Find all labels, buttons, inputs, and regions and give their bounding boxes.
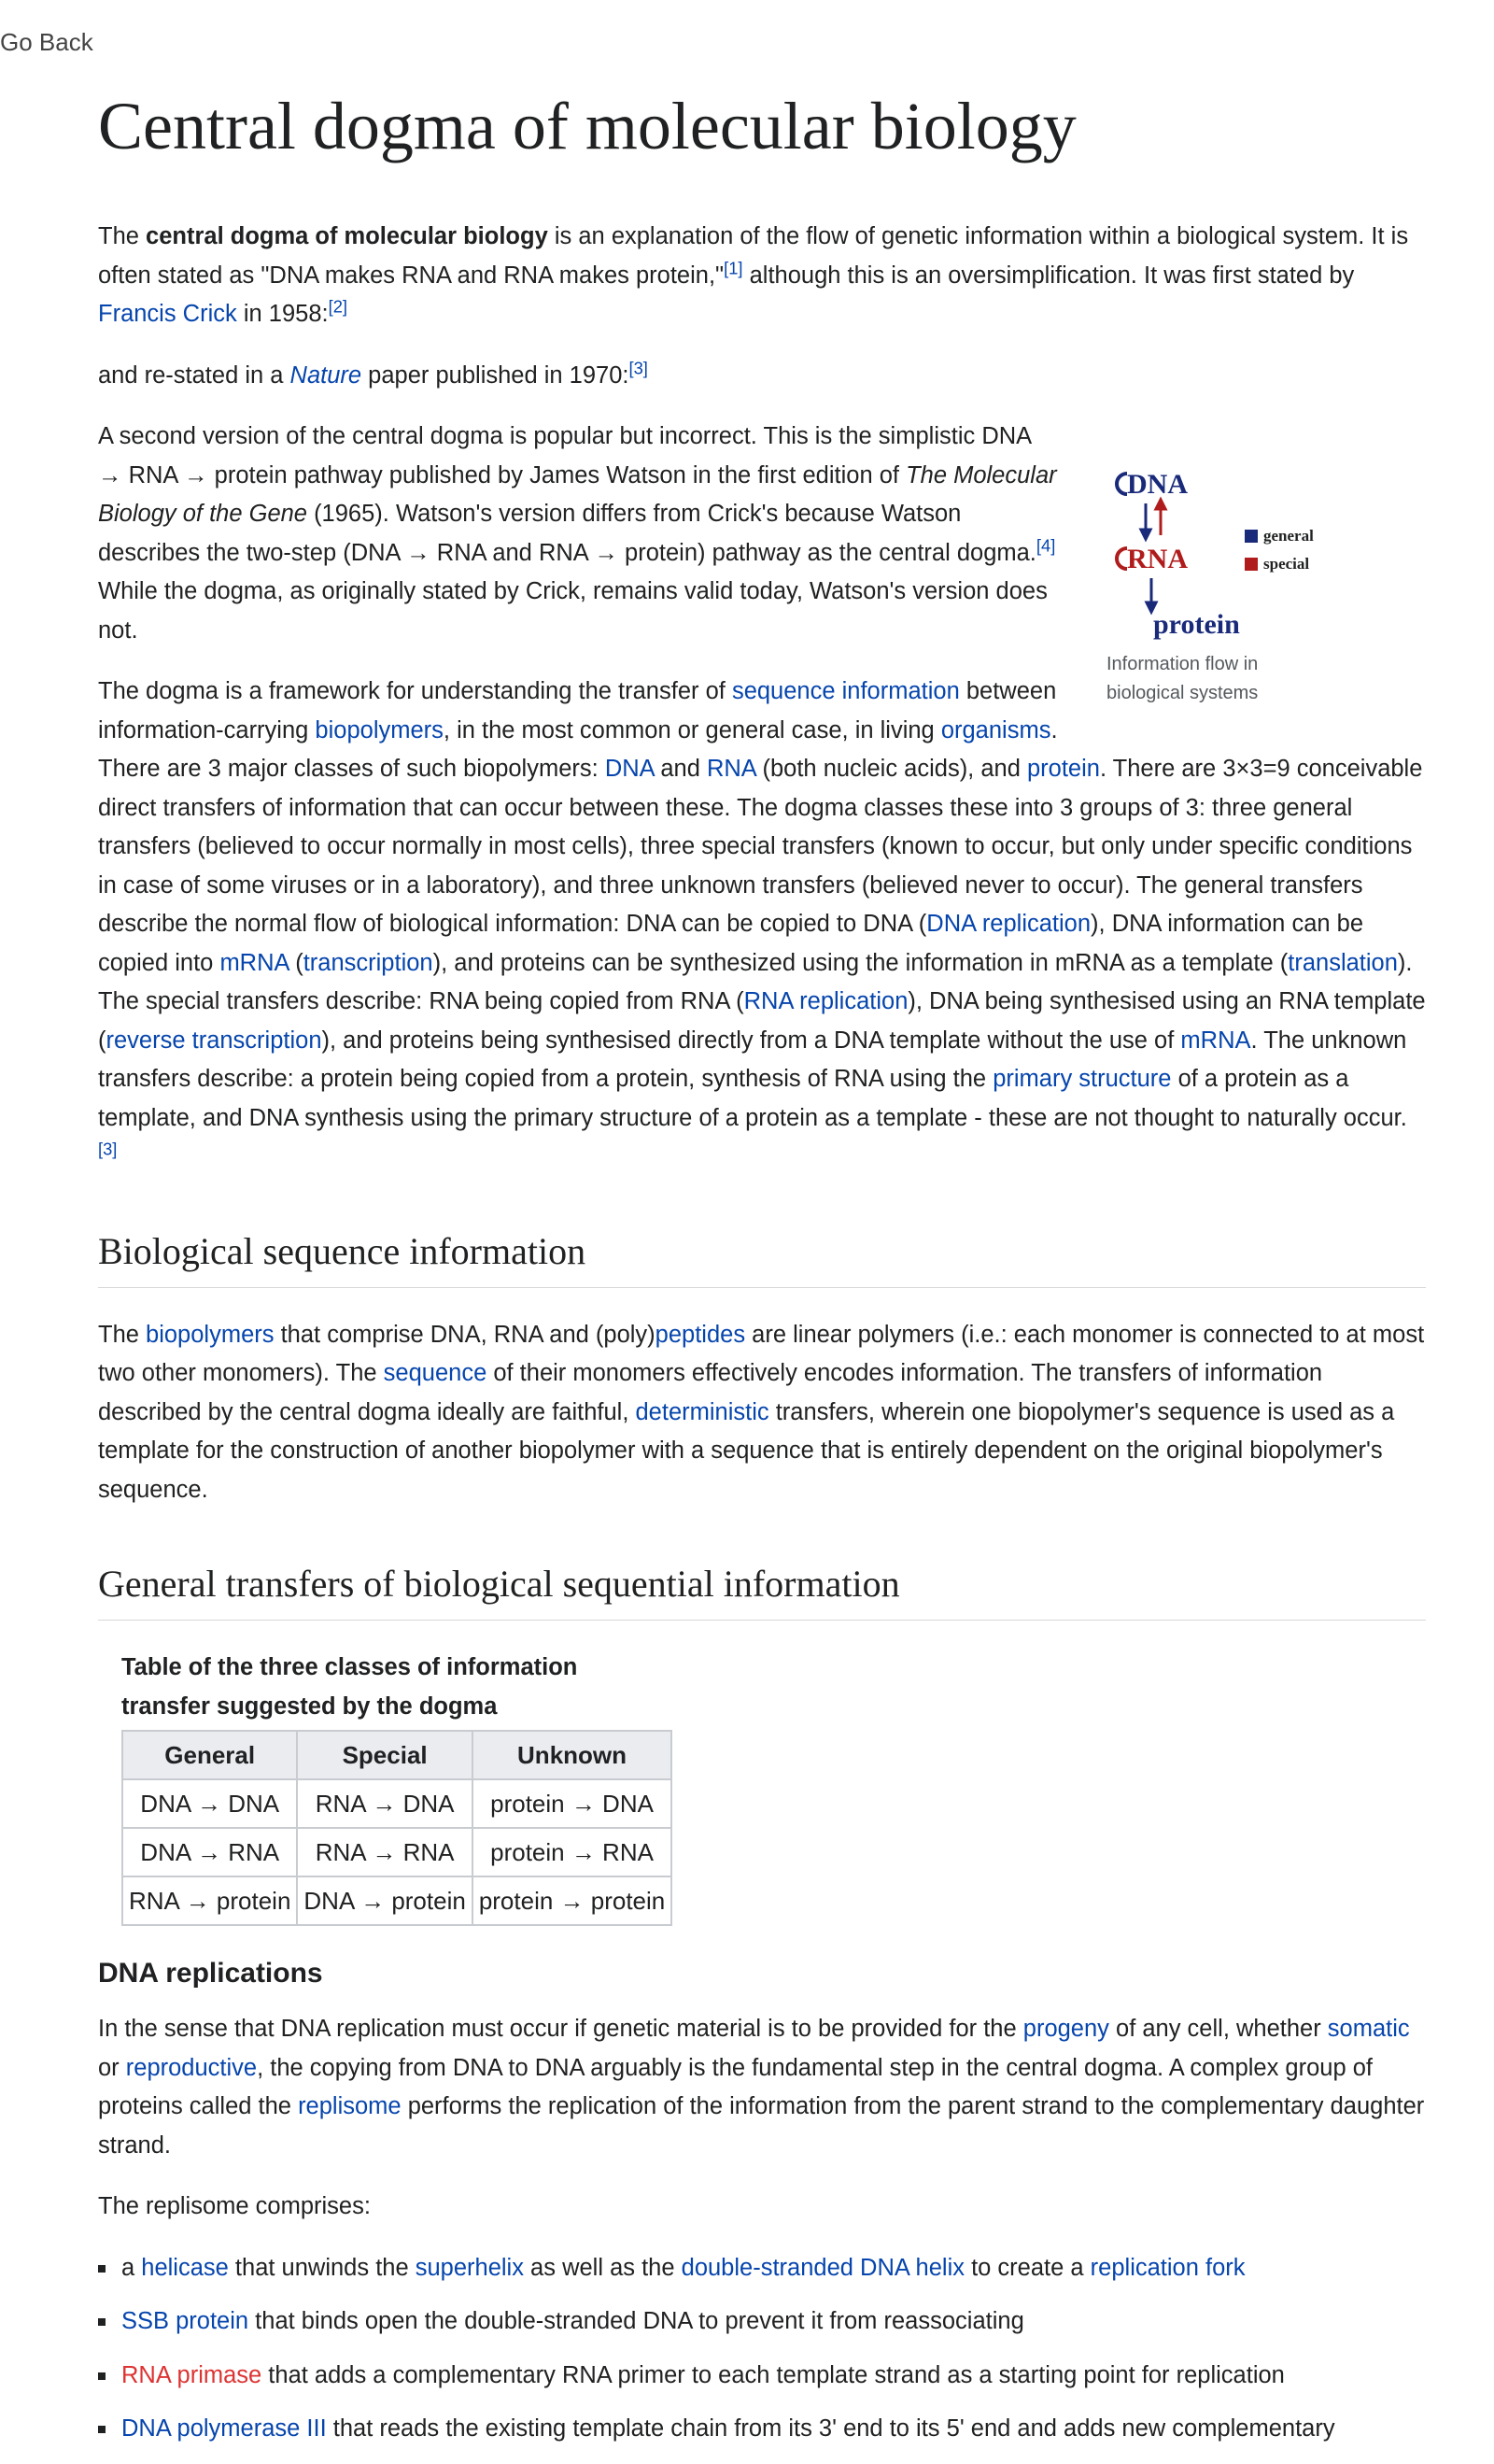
link-dna-polymerase-iii[interactable]: DNA polymerase III (121, 2415, 327, 2443)
link-rna-primase[interactable]: RNA primase (121, 2361, 262, 2388)
ref-link[interactable]: [4] (1036, 535, 1056, 556)
link-double-stranded-dna-helix[interactable]: double-stranded DNA helix (681, 2254, 965, 2281)
list-item: RNA primase that adds a complementary RNA primer to each template strand as a starting point for replication (98, 2357, 1426, 2396)
page-title: Central dogma of molecular biology (98, 89, 1077, 163)
link-translation[interactable]: translation (1288, 949, 1398, 976)
legend-special-label: special (1263, 555, 1310, 574)
link-francis-crick[interactable]: Francis Crick (98, 301, 237, 328)
link-dna[interactable]: DNA (604, 756, 655, 783)
intro-paragraph: The central dogma of molecular biology is an explanation of the flow of genetic information within a biological system. It is often stated as "DNA makes RNA and RNA makes protein,"[1] although this is an oversimplification. It was first stated by Francis Crick in 1958:[2] (98, 223, 1409, 328)
label-dna: DNA (1127, 469, 1188, 501)
link-mrna[interactable]: mRNA (1180, 1027, 1251, 1054)
link-superhelix[interactable]: superhelix (415, 2254, 524, 2281)
link-deterministic[interactable]: deterministic (635, 1398, 769, 1425)
table-cell: RNA → DNA (297, 1779, 472, 1828)
dna-replication-arc (1117, 474, 1127, 494)
link-replisome[interactable]: replisome (298, 2093, 402, 2120)
ref-link[interactable]: [3] (628, 358, 648, 378)
table-row (122, 1876, 671, 1925)
link-reverse-transcription[interactable]: reverse transcription (106, 1027, 322, 1054)
framework-paragraph: The dogma is a framework for understanding the transfer of sequence information between information-carrying biopolymers, in the most common or general case, in living organisms. There are 3 major classes of such biopolymers: DNA and RNA (both nucleic acids), and protein. There are 3×3=9 conceivable direct transfers of information that can occur between these. The dogma classes these into 3 groups of 3: three general transfers (believed to occur normally in most cells), three special transfers (known to occur, but only under specific conditions in case of some viruses or in a laboratory), and three unknown transfers (believed never to occur). The general transfers describe the normal flow of biological information: DNA can be copied to DNA (DNA replication), DNA information can be copied into mRNA (transcription), and proteins can be synthesized using the information in mRNA as a template (translation). The special transfers describe: RNA being copied from RNA (RNA replication), DNA being synthesised using an RNA template (reverse transcription), and proteins being synthesised directly from a DNA template without the use of mRNA. The unknown transfers describe: a protein being copied from a protein, synthesis of RNA using the primary structure of a protein as a template, and DNA synthesis using the primary structure of a protein as a template - these are not thought to naturally occur.[3] (98, 678, 1426, 1159)
restated-paragraph: and re-stated in a Nature paper published in 1970:[3] (98, 358, 648, 389)
second-version-paragraph: A second version of the central dogma is popular but incorrect. This is the simplistic DNA → RNA → protein pathway published by James Watson in the first edition of The Molecular Biology of the Gene (1965). Watson's version differs from Crick's because Watson describes the two-step (DNA → RNA and RNA → protein) pathway as the central dogma.[4] While the dogma, as originally stated by Crick, remains valid today, Watson's version does not. (98, 423, 1057, 644)
table-row (122, 1828, 671, 1876)
section-heading-biological-sequence: Biological sequence information (98, 1229, 1426, 1288)
table-cell: protein → protein (472, 1876, 671, 1925)
ref-link[interactable]: [2] (328, 296, 348, 317)
link-nature[interactable]: Nature (289, 361, 362, 389)
table-cell: protein → RNA (472, 1828, 671, 1876)
link-helicase[interactable]: helicase (141, 2254, 229, 2281)
link-mrna[interactable]: mRNA (219, 949, 289, 976)
replisome-intro: The replisome comprises: (98, 2193, 371, 2220)
link-progeny[interactable]: progeny (1022, 2016, 1109, 2043)
link-sequence-information[interactable]: sequence information (731, 678, 960, 705)
link-transcription[interactable]: transcription (303, 949, 433, 976)
information-flow-diagram[interactable] (1106, 462, 1317, 644)
table-cell: DNA → DNA (122, 1779, 297, 1828)
link-primary-structure[interactable]: primary structure (993, 1066, 1172, 1093)
link-replication-fork[interactable]: replication fork (1090, 2254, 1246, 2281)
link-biopolymers[interactable]: biopolymers (315, 716, 444, 743)
biological-sequence-paragraph: The biopolymers that comprise DNA, RNA and (poly)peptides are linear polymers (i.e.: each monomer is connected to at most two other monomers). The sequence of their monomers effectively encodes information. The transfers of information described by the central dogma ideally are faithful, deterministic transfers, wherein one biopolymer's sequence is used as a template for the construction of another biopolymer with a sequence that is entirely dependent on the original biopolymer's sequence. (98, 1321, 1425, 1503)
link-somatic[interactable]: somatic (1327, 2016, 1410, 2043)
transfer-classes-table (121, 1649, 672, 1926)
link-rna-replication[interactable]: RNA replication (743, 988, 909, 1015)
label-protein: protein (1153, 609, 1240, 641)
table-cell: DNA → RNA (122, 1828, 297, 1876)
link-rna[interactable]: RNA (706, 756, 756, 783)
table-header-special: Special (297, 1731, 472, 1779)
rna-replication-arc (1117, 548, 1127, 569)
table-cell: RNA → RNA (297, 1828, 472, 1876)
link-dna-replication[interactable]: DNA replication (926, 911, 1092, 938)
table-header-general: General (122, 1731, 297, 1779)
table-cell: RNA → protein (122, 1876, 297, 1925)
link-protein[interactable]: protein (1026, 756, 1100, 783)
link-ssb-protein[interactable]: SSB protein (121, 2308, 249, 2335)
section-heading-general-transfers: General transfers of biological sequential information (98, 1562, 1426, 1621)
legend-general-swatch (1245, 530, 1258, 543)
link-biopolymers[interactable]: biopolymers (146, 1321, 275, 1348)
ref-link[interactable]: [1] (724, 258, 743, 278)
link-sequence[interactable]: sequence (383, 1360, 487, 1387)
ref-link[interactable]: [3] (98, 1139, 118, 1159)
link-peptides[interactable]: peptides (655, 1321, 746, 1348)
replisome-list (98, 2249, 1426, 2449)
list-item: DNA polymerase III that reads the existing template chain from its 3' end to its 5' end and adds new complementary (98, 2410, 1426, 2449)
link-organisms[interactable]: organisms (940, 716, 1051, 743)
article-content (98, 90, 1426, 2464)
table-caption: Table of the three classes of information transfer suggested by the dogma (121, 1654, 578, 1720)
figure-caption: Information flow in biological systems (1106, 654, 1259, 704)
table-row (122, 1779, 671, 1828)
legend-special-swatch (1245, 558, 1258, 571)
list-item: a helicase that unwinds the superhelix as well as the double-stranded DNA helix to create a replication fork (98, 2249, 1426, 2288)
figure-information-flow (1106, 462, 1317, 708)
go-back-link[interactable]: Go Back (0, 28, 93, 56)
list-item: SSB protein that binds open the double-stranded DNA to prevent it from reassociating (98, 2302, 1426, 2342)
table-cell: protein → DNA (472, 1779, 671, 1828)
table-header-unknown: Unknown (472, 1731, 671, 1779)
dna-replication-paragraph: In the sense that DNA replication must occur if genetic material is to be provided for the progeny of any cell, whether somatic or reproductive, the copying from DNA to DNA arguably is the fundamental step in the central dogma. A complex group of proteins called the replisome performs the replication of the information from the parent strand to the complementary daughter strand. (98, 2016, 1425, 2159)
legend-general-label: general (1263, 527, 1314, 545)
subsection-heading-dna-replications: DNA replications (98, 1958, 323, 1990)
label-rna: RNA (1127, 544, 1188, 575)
table-cell: DNA → protein (297, 1876, 472, 1925)
link-reproductive[interactable]: reproductive (125, 2054, 258, 2081)
